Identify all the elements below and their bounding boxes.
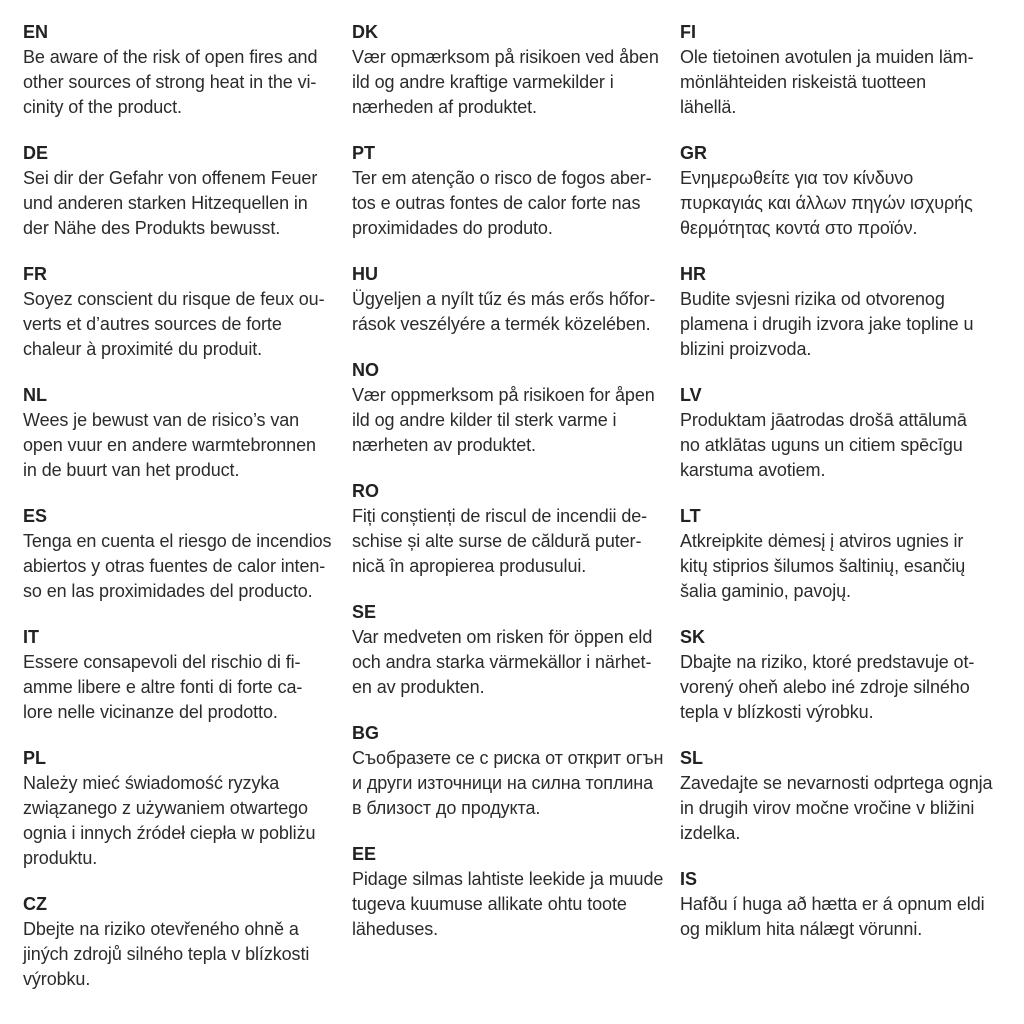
warning-text-line: och andra starka värmekällor i närhet- — [352, 652, 652, 672]
warning-text-line: Fiți conștienți de riscul de incendii de- — [352, 506, 648, 526]
language-code: HR — [680, 264, 706, 284]
warning-text-line: amme libere e altre fonti di forte ca- — [23, 677, 303, 697]
warning-text — [680, 408, 1024, 483]
warning-text-line: Vær oppmerksom på risikoen for åpen — [352, 385, 655, 405]
warning-text-line: и други източници на силна топлина — [352, 773, 654, 793]
warning-text-line: Ter em atenção o risco de fogos aber- — [352, 168, 652, 188]
language-code: HU — [352, 264, 378, 284]
language-block-gr — [680, 141, 1024, 241]
language-block-fr — [23, 262, 352, 362]
warning-text-line: in de buurt van het product. — [23, 460, 240, 480]
warning-text-line: nærheten av produktet. — [352, 435, 536, 455]
language-block-lv — [680, 383, 1024, 483]
warning-text-line: Be aware of the risk of open fires and — [23, 47, 318, 67]
language-block-ee — [352, 842, 680, 942]
warning-text-line: Var medveten om risken för öppen eld — [352, 627, 653, 647]
warning-text — [352, 625, 680, 700]
warning-text-line: θερμότητας κοντά στο προϊόν. — [680, 218, 918, 238]
warning-text — [352, 383, 680, 458]
language-code: LV — [680, 385, 702, 405]
warning-text-line: tepla v blízkosti výrobku. — [680, 702, 874, 722]
warning-text-line: ild og andre kilder til sterk varme i — [352, 410, 617, 430]
warning-text-line: en av produkten. — [352, 677, 485, 697]
warning-text-line: Zavedajte se nevarnosti odprtega ognja — [680, 773, 993, 793]
language-block-se — [352, 600, 680, 700]
language-code: PL — [23, 748, 47, 768]
warning-text-line: und anderen starken Hitzequellen in — [23, 193, 308, 213]
column-3 — [680, 20, 1024, 1024]
language-code: NL — [23, 385, 47, 405]
warning-text-line: Sei dir der Gefahr von offenem Feuer — [23, 168, 318, 188]
language-code: RO — [352, 481, 379, 501]
warning-text-line: Budite svjesni rizika od otvorenog — [680, 289, 945, 309]
warning-text — [23, 408, 352, 483]
warning-text-line: tugeva kuumuse allikate ohtu toote — [352, 894, 627, 914]
warning-text-line: proximidades do produto. — [352, 218, 553, 238]
language-code: IT — [23, 627, 39, 647]
language-block-is — [680, 867, 1024, 942]
language-block-it — [23, 625, 352, 725]
language-block-ro — [352, 479, 680, 579]
warning-text-line: chaleur à proximité du produit. — [23, 339, 263, 359]
warning-text-line: Essere consapevoli del rischio di fi- — [23, 652, 301, 672]
language-code: NO — [352, 360, 379, 380]
language-code: LT — [680, 506, 701, 526]
warning-text-line: Vær opmærksom på risikoen ved åben — [352, 47, 659, 67]
language-code: EN — [23, 22, 49, 42]
warning-text-line: ognia i innych źródeł ciepła w pobliżu — [23, 823, 316, 843]
language-code: PT — [352, 143, 376, 163]
warning-text-line: Съобразете се с риска от открит огън — [352, 748, 664, 768]
warning-text — [23, 917, 352, 992]
warning-text — [352, 746, 680, 821]
warning-text-line: verts et d’autres sources de forte — [23, 314, 282, 334]
warning-text — [23, 771, 352, 871]
warning-text-line: izdelka. — [680, 823, 741, 843]
language-code: BG — [352, 723, 379, 743]
warning-text — [680, 771, 1024, 846]
warning-text-line: der Nähe des Produkts bewusst. — [23, 218, 281, 238]
language-block-no — [352, 358, 680, 458]
warning-text-line: związanego z używaniem otwartego — [23, 798, 308, 818]
warning-text — [352, 45, 680, 120]
warning-text-line: Ole tietoinen avotulen ja muiden läm- — [680, 47, 974, 67]
warning-text-line: so en las proximidades del producto. — [23, 581, 313, 601]
language-block-nl — [23, 383, 352, 483]
warning-text-line: πυρκαγιάς και άλλων πηγών ισχυρής — [680, 193, 973, 213]
warning-text — [352, 867, 680, 942]
warning-text-line: Ügyeljen a nyílt tűz és más erős hőfor- — [352, 289, 656, 309]
warning-text-line: Produktam jāatrodas drošā attālumā — [680, 410, 967, 430]
warning-text — [680, 529, 1024, 604]
warning-text — [23, 166, 352, 241]
language-code: EE — [352, 844, 377, 864]
warning-text — [680, 287, 1024, 362]
warning-text — [23, 45, 352, 120]
warning-text — [680, 892, 1024, 942]
language-block-lt — [680, 504, 1024, 604]
warning-text-line: plamena i drugih izvora jake topline u — [680, 314, 974, 334]
warning-text-line: Hafðu í huga að hætta er á opnum eldi — [680, 894, 985, 914]
warning-text — [23, 650, 352, 725]
warning-text-line: abiertos y otras fuentes de calor inten- — [23, 556, 326, 576]
warning-text-line: lähellä. — [680, 97, 737, 117]
warning-text-line: og miklum hita nálægt vörunni. — [680, 919, 923, 939]
warning-text-line: mönlähteiden riskeistä tuotteen — [680, 72, 927, 92]
warning-text — [352, 166, 680, 241]
language-block-en — [23, 20, 352, 120]
language-block-sk — [680, 625, 1024, 725]
warning-text — [352, 504, 680, 579]
warning-text-line: in drugih virov močne vročine v bližini — [680, 798, 975, 818]
language-code: IS — [680, 869, 698, 889]
warning-text-line: cinity of the product. — [23, 97, 182, 117]
column-2 — [352, 20, 680, 1024]
language-block-es — [23, 504, 352, 604]
warning-text-line: Ενημερωθείτε για τον κίνδυνο — [680, 168, 914, 188]
warning-text-line: Należy mieć świadomość ryzyka — [23, 773, 280, 793]
warning-text-line: läheduses. — [352, 919, 439, 939]
language-block-pl — [23, 746, 352, 871]
language-code: SL — [680, 748, 704, 768]
warning-text-line: Tenga en cuenta el riesgo de incendios — [23, 531, 332, 551]
warning-text-line: nică în apropierea produsului. — [352, 556, 587, 576]
warning-text-line: Dbajte na riziko, ktoré predstavuje ot- — [680, 652, 975, 672]
warning-text-line: Dbejte na riziko otevřeného ohně a — [23, 919, 299, 939]
warning-text-line: no atklātas uguns un citiem spēcīgu — [680, 435, 963, 455]
language-block-hr — [680, 262, 1024, 362]
warning-text-line: rások veszélyére a termék közelében. — [352, 314, 651, 334]
warning-text — [23, 287, 352, 362]
warning-text-line: ild og andre kraftige varmekilder i — [352, 72, 614, 92]
language-code: SK — [680, 627, 706, 647]
warning-text-line: Atkreipkite dėmesį į atviros ugnies ir — [680, 531, 964, 551]
warning-text-line: Wees je bewust van de risico’s van — [23, 410, 300, 430]
warning-text-line: šalia gaminio, pavojų. — [680, 581, 851, 601]
column-1 — [23, 20, 352, 1024]
warning-text-line: schise și alte surse de căldură puter- — [352, 531, 642, 551]
language-block-cz — [23, 892, 352, 992]
language-code: GR — [680, 143, 707, 163]
language-block-de — [23, 141, 352, 241]
warning-text-line: karstuma avotiem. — [680, 460, 826, 480]
warning-text-line: vorený oheň alebo iné zdroje silného — [680, 677, 970, 697]
language-block-bg — [352, 721, 680, 821]
language-code: DK — [352, 22, 378, 42]
warning-text-line: kitų stiprios šilumos šaltinių, esančių — [680, 556, 966, 576]
language-code: FR — [23, 264, 47, 284]
language-block-fi — [680, 20, 1024, 120]
warning-text — [680, 45, 1024, 120]
warning-text-line: výrobku. — [23, 969, 91, 989]
warning-text-line: в близост до продукта. — [352, 798, 541, 818]
warning-text-line: Pidage silmas lahtiste leekide ja muude — [352, 869, 664, 889]
language-code: ES — [23, 506, 48, 526]
warning-text — [680, 166, 1024, 241]
warning-text-line: jiných zdrojů silného tepla v blízkosti — [23, 944, 310, 964]
warning-text — [352, 287, 680, 337]
warning-text-line: Soyez conscient du risque de feux ou- — [23, 289, 325, 309]
language-block-pt — [352, 141, 680, 241]
warning-text-line: open vuur en andere warmtebronnen — [23, 435, 316, 455]
language-block-hu — [352, 262, 680, 337]
language-block-sl — [680, 746, 1024, 846]
language-code: DE — [23, 143, 49, 163]
warning-text — [23, 529, 352, 604]
language-code: SE — [352, 602, 377, 622]
language-code: FI — [680, 22, 696, 42]
warning-text-line: blizini proizvoda. — [680, 339, 812, 359]
warning-text-line: tos e outras fontes de calor forte nas — [352, 193, 641, 213]
warning-text-line: nærheden af produktet. — [352, 97, 537, 117]
warning-text-line: lore nelle vicinanze del prodotto. — [23, 702, 278, 722]
language-code: CZ — [23, 894, 47, 914]
language-block-dk — [352, 20, 680, 120]
warning-text-line: other sources of strong heat in the vi- — [23, 72, 317, 92]
warning-text-line: produktu. — [23, 848, 98, 868]
warning-text — [680, 650, 1024, 725]
